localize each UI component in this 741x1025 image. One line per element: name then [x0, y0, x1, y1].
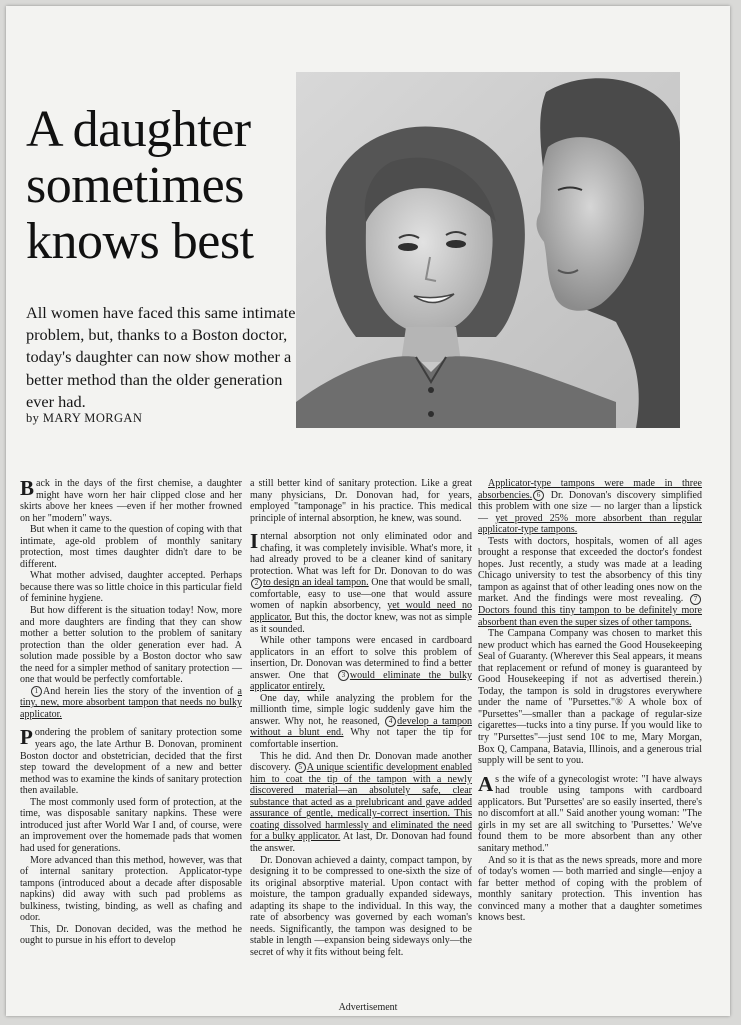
headline-line: sometimes — [26, 157, 244, 214]
article-paragraph: This, Dr. Donovan decided, was the method he ought to pursue in his effort to develop — [20, 923, 242, 947]
drop-cap: P — [20, 725, 33, 750]
article-paragraph: Dr. Donovan achieved a dainty, compact tampon, by designing it to be compressed to one-sixth the size of its original absorptive material. Upon contact with moisture, the tampon gradually expanded sideways, adapting its shape to the individual. In this way, the rate of absorbency was governed by each woman's needs. Significantly, the tampon was designed to be stable in length —expansion being sideways only—the secret of why it fits without being felt. — [250, 854, 472, 958]
subheadline: All women have faced this same intimate problem, but, thanks to a Boston doctor, today's daughter can now show mother a better method than the older generation ever had. — [26, 303, 296, 411]
headline-line: knows best — [26, 213, 254, 270]
article-paragraph: The most commonly used form of protection, at the time, was disposable sanitary napkins. These were introduced just after World War I and, of course, were an improvement over the homemade pads that women had used for generations. — [20, 796, 242, 854]
advertisement-label: Advertisement — [338, 1002, 398, 1013]
magazine-page — [6, 6, 730, 1016]
article-paragraph: Back in the days of the first chemise, a daughter might have worn her hair clipped close and her skirts above her knees —even if her mother frowned on her "modern" ways. — [20, 476, 242, 524]
article-paragraph: More advanced than this method, however, was that of internal sanitary protection. Applicator-type tampons (introduced about a decade after disposable napkins) did away with such pad problems as bulkiness, twisting, binding, as well as chafing and odor. — [20, 854, 242, 924]
underlined-text: develop a tampon without a blunt end. — [250, 715, 472, 739]
photo-daughter-and-mother — [296, 72, 680, 428]
margin-mark: 3 — [338, 670, 349, 681]
photo-illustration — [296, 72, 680, 428]
byline: by MARY MORGAN — [26, 411, 143, 425]
article-column-1 — [20, 478, 242, 947]
headline — [26, 102, 286, 270]
margin-mark: 2 — [251, 578, 262, 589]
margin-mark: 4 — [385, 716, 396, 727]
margin-mark: 6 — [533, 490, 544, 501]
underlined-text: A unique scientific development enabled him to coat the tip of the tampon with a newly discovered material—an absolutely safe, clear substance that acted as a prelubricant and gave added assurance of gentle, medically-correct insertion. This coating dissolved harmlessly and eliminated the need for a bulky applicator. — [250, 762, 473, 843]
article-paragraph: And so it is that as the news spreads, more and more of today's women — both married and single—enjoy a far better method of coping with the problem of monthly sanitary protection. This invention has convinced many a mother that a daughter sometimes knows best. — [478, 854, 702, 924]
margin-mark: 5 — [295, 762, 306, 773]
underlined-text: a tiny, new, more absorbent tampon that needs no bulky applicator. — [20, 685, 242, 720]
article-column-2 — [250, 478, 472, 958]
article-paragraph: Applicator-type tampons were made in three absorbencies. 6 Dr. Donovan's discovery simplified this problem with one size — no larger than a lipstick — yet proved 25% more absorbent than regular applicator-type tampons. — [478, 478, 702, 536]
article-paragraph: But when it came to the question of coping with that intimate, age-old problem of monthly sanitary protection, most times daughter didn't dare to be different. — [20, 524, 242, 570]
article-paragraph: But how different is the situation today! Now, more and more daughters are finding that they can show mother a better solution to the problem of sanitary protection than the older generation ever had. A solution made possible by a Boston doctor who saw the need for a simpler method of sanitary protection — one that would be perfectly comfortable. — [20, 605, 242, 686]
article-paragraph: While other tampons were encased in cardboard applicators in an effort to solve this problem of insertion, Dr. Donovan was determined to find a better answer. One that 3 would eliminate the bulky applicator entirely. — [250, 635, 472, 693]
underlined-text: yet proved 25% more absorbent than regular applicator-type tampons. — [478, 512, 702, 536]
article-paragraph: a still better kind of sanitary protection. Like a great many physicians, Dr. Donovan had, for years, employed "tamponage" in his practice. This medical principle of internal absorption, he knew, was sound. — [250, 478, 472, 524]
underlined-text: Doctors found this tiny tampon to be definitely more absorbent than even the super sizes of other tampons. — [478, 605, 702, 628]
drop-cap: I — [250, 529, 259, 554]
article-paragraph: Internal absorption not only eliminated odor and chafing, it was completely invisible. What's more, it had already proved to be a cleaner kind of sanitary protection. What was left for Dr. Donovan to do was 2 to design an ideal tampon. One that would be small, comfortable, easy to use—one that would assure women of napkin absorbency, yet would need no applicator. But this, the doctor knew, was not as simple as it sounded. — [250, 529, 472, 635]
article-column-3 — [478, 478, 702, 924]
underlined-text: Applicator-type tampons were made in three absorbencies. — [478, 478, 702, 501]
article-paragraph: The Campana Company was chosen to market this new product which has earned the Good Housekeeping Seal of Guaranty. (Wherever this Seal appears, it means that replacement or refund of money is guaranteed by Good Housekeeping if not as advertised therein.) Today, the tampon is sold in drugstores everywhere under the name of "Pursettes."® A whole box of "Pursettes"—smaller than a package of regular-size cigarettes—tucks into a tiny purse. If you would like to try "Pursettes"—just send 10¢ to me, Mary Morgan, Box Q, Campana, Batavia, Illinois, and a generous trial supply will be sent to you. — [478, 628, 702, 767]
drop-cap: B — [20, 476, 35, 500]
article-paragraph: What mother advised, daughter accepted. Perhaps because there was so little choice in this particular field of feminine hygiene. — [20, 570, 242, 605]
headline-line: A daughter — [26, 101, 251, 158]
article-paragraph: As the wife of a gynecologist wrote: "I have always had trouble using tampons with cardboard applicators. But 'Pursettes' are so easily inserted, there's no discomfort at all." Said another young woman: "The girls in my set are all switching to 'Pursettes.' We've found them to be more absorbent than any other sanitary method." — [478, 771, 702, 854]
margin-mark: 7 — [690, 594, 701, 605]
article-paragraph: This he did. And then Dr. Donovan made another discovery. 5 A unique scientific development enabled him to coat the tip of the tampon with a newly discovered material—an absolutely safe, clear substance that acted as a prelubricant and gave added assurance of gentle, medically-correct insertion. This coating dissolved harmlessly and eliminated the need for a bulky applicator. At last, Dr. Donovan had found the answer. — [250, 750, 473, 854]
article-paragraph: One day, while analyzing the problem for the millionth time, simple logic suddenly gave him the answer. Why not, he reasoned, 4 develop a tampon without a blunt end. Why not taper the tip for comfortable insertion. — [250, 692, 472, 751]
underlined-text: to design an ideal tampon. — [263, 577, 369, 589]
article-paragraph: Tests with doctors, hospitals, women of all ages brought a response that exceeded the doctor's fondest hopes. Just recently, a study was made at a leading Chicago university to test the absorbency of this tiny tampon as against that of other leading ones now on the market. And the findings were most revealing. 7Doctors found this tiny tampon to be definitely more absorbent than even the super sizes of other tampons. — [478, 535, 702, 628]
margin-mark: 1 — [31, 686, 42, 697]
underlined-text: would eliminate the bulky applicator entirely. — [250, 669, 472, 693]
underlined-text: yet would need no applicator. — [250, 600, 472, 624]
drop-cap: A — [478, 771, 494, 796]
article-paragraph: 1 And herein lies the story of the invention of a tiny, new, more absorbent tampon that needs no bulky applicator. — [20, 685, 242, 720]
article-paragraph: Pondering the problem of sanitary protection some years ago, the late Arthur B. Donovan, prominent Boston doctor and obstetrician, decided that the first step toward the development of a new and better method was to examine the kinds of sanitary protection then available. — [20, 725, 242, 797]
